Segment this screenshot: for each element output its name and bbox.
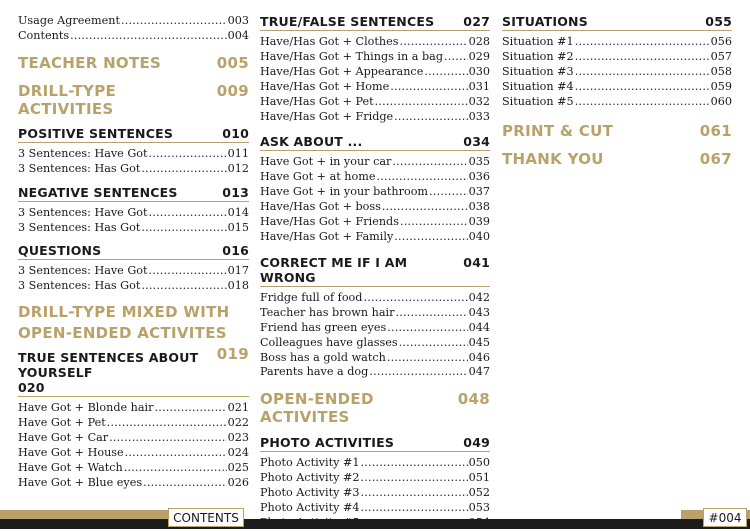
toc-entry[interactable]: Photo Activity #1 ..... 050 xyxy=(260,456,490,471)
toc-entry[interactable]: Have Got + House ..... 024 xyxy=(18,446,249,461)
toc-column-1 xyxy=(18,14,249,491)
toc-entry[interactable]: Have/Has Got + boss ..... 038 xyxy=(260,200,490,215)
section-heading-positive[interactable]: POSITIVE SENTENCES 010 xyxy=(18,125,249,141)
toc-entry[interactable]: Have/Has Got + Home ..... 031 xyxy=(260,80,490,95)
toc-entry[interactable]: Have Got + in your bathroom ..... 037 xyxy=(260,185,490,200)
toc-entry[interactable]: Have Got + Pet ..... 022 xyxy=(18,416,249,431)
section-heading-true-false[interactable]: TRUE/FALSE SENTENCES 027 xyxy=(260,14,490,29)
toc-entry[interactable]: Have/Has Got + Friends ..... 039 xyxy=(260,215,490,230)
toc-entry[interactable]: Have/Has Got + Fridge ..... 033 xyxy=(260,110,490,125)
toc-entry[interactable]: Have/Has Got + Family ..... 040 xyxy=(260,230,490,245)
major-heading-open-ended[interactable]: OPEN-ENDED ACTIVITES 048 xyxy=(260,390,490,427)
section-heading-ask-about[interactable]: ASK ABOUT ... 034 xyxy=(260,134,490,150)
section-heading-correct-me[interactable]: CORRECT ME IF I AM WRONG 041 xyxy=(260,254,490,285)
toc-entry[interactable]: 3 Sentences: Have Got ..... 014 xyxy=(18,206,249,221)
toc-entry[interactable]: Fridge full of food ..... 042 xyxy=(260,291,490,306)
section-heading-photo[interactable]: PHOTO ACTIVITIES 049 xyxy=(260,435,490,451)
toc-entry[interactable]: 3 Sentences: Have Got ..... 011 xyxy=(18,147,249,162)
toc-entry[interactable]: Usage Agreement ..... 003 xyxy=(18,14,249,29)
toc-entry[interactable]: Situation #2 ..... 057 xyxy=(502,50,732,65)
toc-entry[interactable]: Boss has a gold watch ..... 046 xyxy=(260,351,490,366)
toc-entry[interactable]: Have Got + in your car ..... 035 xyxy=(260,155,490,170)
toc-entry[interactable]: 3 Sentences: Has Got ..... 018 xyxy=(18,279,249,294)
toc-entry[interactable]: Photo Activity #4 ..... 053 xyxy=(260,501,490,516)
toc-entry[interactable]: Have Got + Blue eyes ..... 026 xyxy=(18,476,249,491)
toc-entry[interactable]: Have Got + Car ..... 023 xyxy=(18,431,249,446)
toc-entry[interactable]: Have/Has Got + Clothes ..... 028 xyxy=(260,35,490,50)
major-heading-thank-you[interactable]: THANK YOU 067 xyxy=(502,149,732,168)
footer-gold-bar-left xyxy=(0,510,168,519)
toc-entry[interactable]: 3 Sentences: Has Got ..... 012 xyxy=(18,162,249,177)
toc-entry[interactable]: Situation #4 ..... 059 xyxy=(502,80,732,95)
toc-column-3 xyxy=(502,14,732,168)
footer-page-number: #004 xyxy=(703,508,747,527)
toc-entry[interactable]: Situation #5 ..... 060 xyxy=(502,95,732,110)
toc-entry[interactable]: Colleagues have glasses ..... 045 xyxy=(260,336,490,351)
footer-section-label: CONTENTS xyxy=(168,508,244,527)
toc-entry[interactable]: Have/Has Got + Appearance ..... 030 xyxy=(260,65,490,80)
section-heading-true-sentences[interactable]: TRUE SENTENCES ABOUT YOURSELF 020 xyxy=(18,350,249,397)
toc-entry[interactable]: Parents have a dog ..... 047 xyxy=(260,365,490,380)
major-heading-teacher-notes[interactable]: TEACHER NOTES 005 xyxy=(18,53,249,72)
major-heading-drill-type[interactable]: DRILL-TYPE ACTIVITIES 009 xyxy=(18,81,249,118)
toc-entry[interactable]: Have Got + at home ..... 036 xyxy=(260,170,490,185)
toc-entry[interactable]: Photo Activity #2 ..... 051 xyxy=(260,471,490,486)
footer-band xyxy=(0,519,750,529)
toc-entry[interactable]: Situation #3 ..... 058 xyxy=(502,65,732,80)
section-heading-situations[interactable]: SITUATIONS 055 xyxy=(502,14,732,29)
toc-entry[interactable]: Have/Has Got + Pet ..... 032 xyxy=(260,95,490,110)
major-heading-print-cut[interactable]: PRINT & CUT 061 xyxy=(502,121,732,140)
toc-entry[interactable]: Teacher has brown hair ..... 043 xyxy=(260,306,490,321)
toc-entry[interactable]: Have Got + Watch ..... 025 xyxy=(18,461,249,476)
section-heading-negative[interactable]: NEGATIVE SENTENCES 013 xyxy=(18,184,249,200)
major-heading-drill-mixed[interactable]: DRILL-TYPE MIXED WITH OPEN-ENDED ACTIVITES 019 xyxy=(18,303,249,364)
toc-entry[interactable]: Friend has green eyes ..... 044 xyxy=(260,321,490,336)
toc-entry[interactable]: Have Got + Blonde hair ..... 021 xyxy=(18,401,249,416)
toc-entry[interactable]: Situation #1 ..... 056 xyxy=(502,35,732,50)
section-heading-questions[interactable]: QUESTIONS 016 xyxy=(18,243,249,259)
toc-column-2 xyxy=(260,14,490,531)
toc-entry[interactable]: Photo Activity #3 ..... 052 xyxy=(260,486,490,501)
toc-entry[interactable]: Have/Has Got + Things in a bag ..... 029 xyxy=(260,50,490,65)
toc-entry[interactable]: 3 Sentences: Has Got ..... 015 xyxy=(18,221,249,236)
toc-entry[interactable]: Contents ..... 004 xyxy=(18,29,249,44)
toc-entry[interactable]: 3 Sentences: Have Got ..... 017 xyxy=(18,264,249,279)
